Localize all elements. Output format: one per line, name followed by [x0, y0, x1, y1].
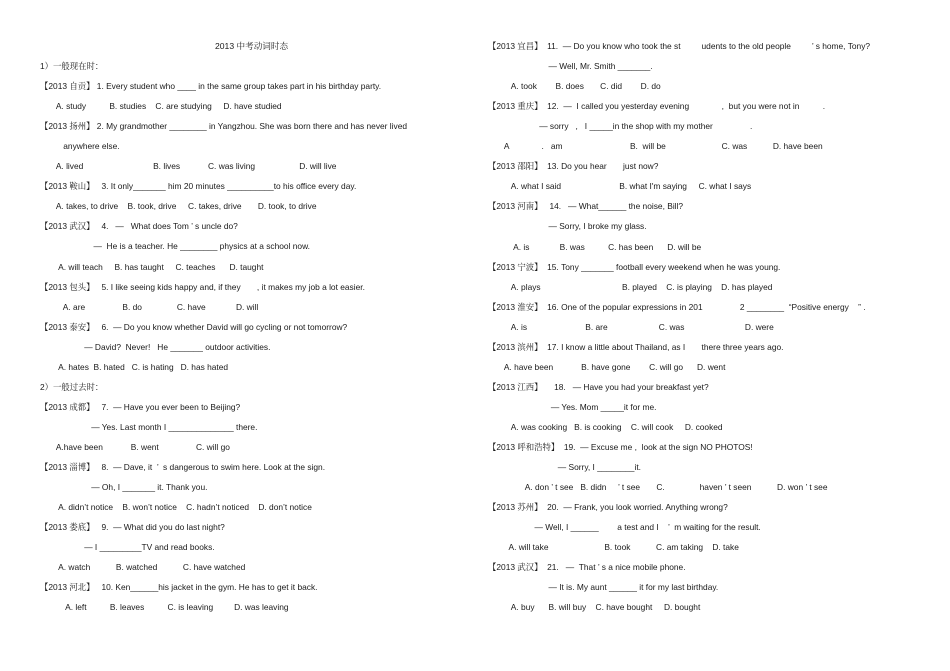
- text-line: — It is. My aunt ______ it for my last birthday.: [488, 582, 719, 593]
- text-line: 【2013 扬州】 2. My grandmother ________ in Yangzhou. She was born there and has never lived: [40, 121, 408, 132]
- text-line: A. buy B. will buy C. have bought D. bought: [488, 602, 701, 613]
- text-line: A. don ’ t see B. didn ’ t see C. haven ’ t seen D. won ’ t see: [488, 482, 828, 493]
- text-line: A. is B. are C. was D. were: [488, 321, 774, 332]
- text-line: A. have been B. have gone C. will go D. went: [488, 361, 726, 372]
- text-line: A. took B. does C. did D. do: [488, 81, 661, 92]
- text-line: A. takes, to drive B. took, drive C. takes, drive D. took, to drive: [40, 201, 317, 212]
- text-line: anywhere else.: [40, 141, 120, 152]
- text-line: 【2013 宁波】 15. Tony _______ football every weekend when he was young.: [488, 261, 781, 272]
- text-line: A. didn’t notice B. won’t notice C. hadn’t noticed D. don’t notice: [40, 502, 312, 513]
- left-column: [40, 0, 470, 671]
- page-title: 2013 中考动词时态: [215, 41, 289, 51]
- text-line: 【2013 淮安】 16. One of the popular expressions in 201 2 ________ “Positive energy ” .: [488, 301, 866, 312]
- text-line: 【2013 淄博】 8. — Dave, it ’ s dangerous to swim here. Look at the sign.: [40, 462, 326, 472]
- text-line: 【2013 滨州】 17. I know a little about Thailand, as I there three years ago.: [488, 341, 784, 352]
- text-line: — sorry , I _____in the shop with my mother .: [488, 121, 753, 132]
- text-line: A. left B. leaves C. is leaving D. was leaving: [40, 602, 289, 613]
- text-line: A . am B. will be C. was D. have been: [488, 141, 823, 152]
- text-line: 【2013 河南】 14. — What______ the noise, Bill?: [488, 201, 684, 212]
- text-line: — Yes. Mom _____it for me.: [488, 401, 657, 412]
- text-line: — Well, Mr. Smith _______.: [488, 61, 653, 72]
- text-line: 【2013 包头】 5. I like seeing kids happy and, if they , it makes my job a lot easier.: [40, 281, 365, 292]
- text-line: 【2013 娄底】 9. — What did you do last night?: [40, 522, 225, 533]
- text-line: A. study B. studies C. are studying D. have studied: [40, 101, 282, 112]
- text-line: — David? Never! He _______ outdoor activities.: [40, 341, 271, 352]
- right-column: [488, 0, 918, 671]
- text-line: — Oh, I _______ it. Thank you.: [40, 482, 208, 493]
- text-line: A. what I said B. what I'm saying C. what I says: [488, 181, 752, 192]
- text-line: 【2013 苏州】 20. — Frank, you look worried. Anything wrong?: [488, 502, 728, 513]
- text-line: 【2013 鞍山】 3. It only_______ him 20 minutes __________to his office every day.: [40, 181, 357, 192]
- text-line: — I _________TV and read books.: [40, 542, 215, 553]
- text-line: A. are B. do C. have D. will: [40, 301, 259, 312]
- text-line: — Yes. Last month I ______________ there.: [40, 421, 258, 432]
- text-line: A. hates B. hated C. is hating D. has hated: [40, 361, 229, 372]
- text-line: 2）一般过去时：: [40, 381, 104, 392]
- text-line: A. was cooking B. is cooking C. will cook D. cooked: [488, 421, 723, 432]
- text-line: 【2013 武汉】 21. — That ’ s a nice mobile phone.: [488, 562, 686, 573]
- text-line: 【2013 邵阳】 13. Do you hear just now?: [488, 161, 659, 172]
- text-line: A. plays B. played C. is playing D. has played: [488, 281, 773, 292]
- text-line: 1）一般现在时：: [40, 61, 104, 71]
- text-line: — Well, I ______ a test and I ’ m waiting for the result.: [488, 522, 761, 533]
- text-line: A.have been B. went C. will go: [40, 441, 230, 452]
- text-line: 【2013 河北】 10. Ken______his jacket in the gym. He has to get it back.: [40, 582, 318, 593]
- text-line: 【2013 泰安】 6. — Do you know whether David will go cycling or not tomorrow?: [40, 321, 348, 332]
- text-line: 【2013 江西】 18. — Have you had your breakfast yet?: [488, 381, 709, 392]
- text-line: A. lived B. lives C. was living D. will live: [40, 161, 337, 172]
- text-line: A. will teach B. has taught C. teaches D. taught: [40, 261, 264, 272]
- text-line: — Sorry, I broke my glass.: [488, 221, 647, 232]
- text-line: A. watch B. watched C. have watched: [40, 562, 246, 573]
- text-line: 【2013 宜昌】 11. — Do you know who took the st udents to the old people ’ s home, Tony?: [488, 41, 871, 51]
- text-line: A. will take B. took C. am taking D. take: [488, 542, 739, 553]
- text-line: 【2013 自贡】 1. Every student who ____ in the same group takes part in his birthday party.: [40, 81, 382, 92]
- text-line: A. is B. was C. has been D. will be: [488, 241, 702, 252]
- text-line: 【2013 重庆】 12. — I called you yesterday evening , but you were not in .: [488, 101, 826, 112]
- text-line: 【2013 呼和浩特】 19. — Excuse me , look at the sign NO PHOTOS!: [488, 442, 753, 452]
- text-line: — He is a teacher. He ________ physics at a school now.: [40, 241, 310, 252]
- text-line: — Sorry, I ________it.: [488, 462, 641, 473]
- text-line: 【2013 成都】 7. — Have you ever been to Beijing?: [40, 401, 241, 412]
- text-line: 【2013 武汉】 4. — What does Tom ’ s uncle do?: [40, 221, 238, 232]
